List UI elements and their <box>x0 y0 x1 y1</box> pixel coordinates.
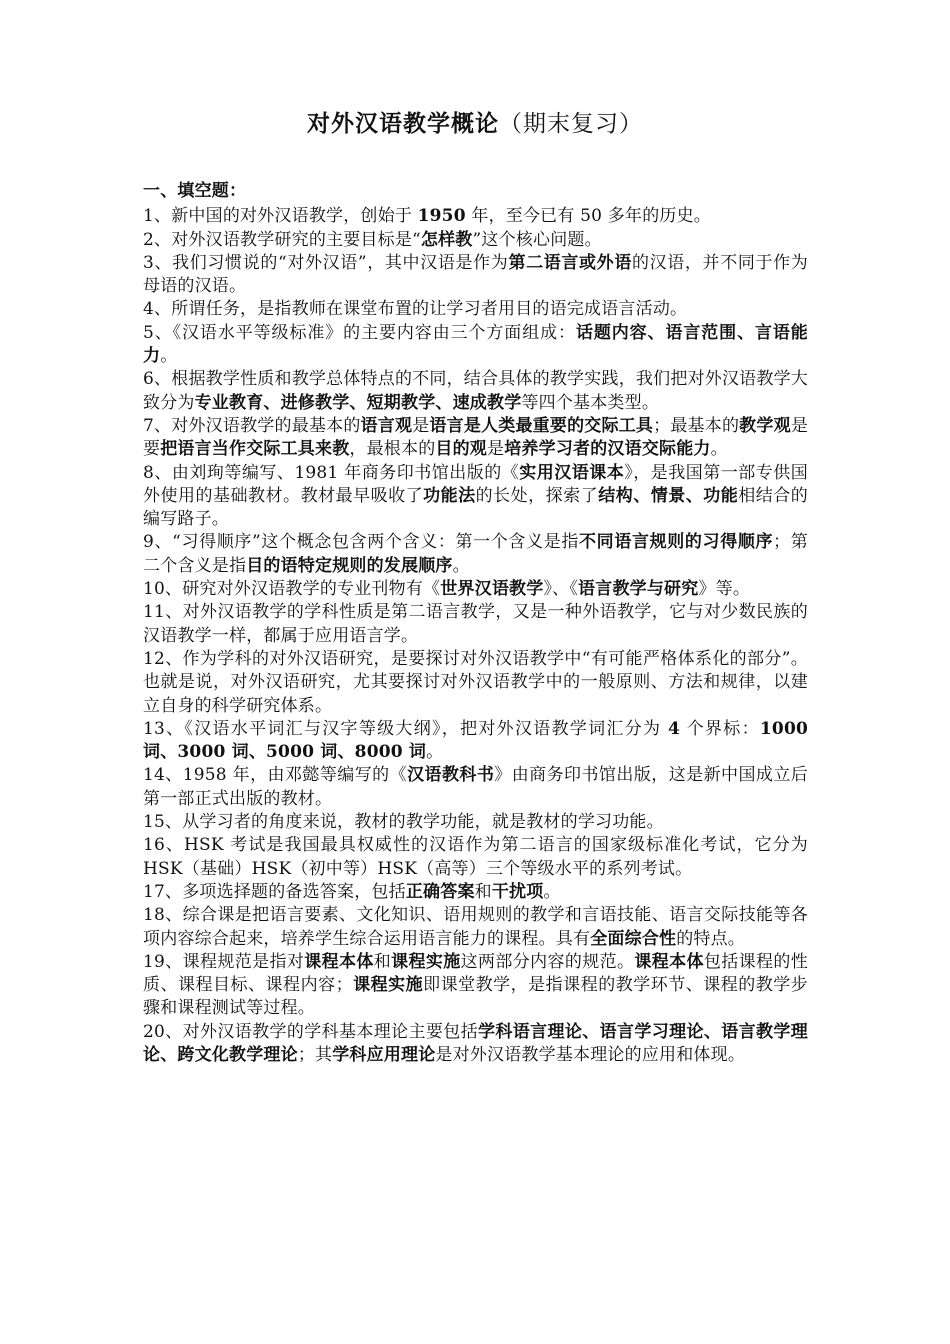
answer-text: 语言是人类最重要的交际工具 <box>429 415 654 436</box>
item-text: 7、对外汉语教学的最基本的 <box>143 415 361 436</box>
item-text: 17、多项选择题的备选答案，包括 <box>143 881 406 902</box>
answer-text: 汉语教科书 <box>407 765 495 786</box>
answer-text: 全面综合性 <box>590 928 677 949</box>
item-text: ，最根本的 <box>349 439 436 460</box>
item-text: 等四个基本类型。 <box>521 392 660 413</box>
fill-blank-item-13 <box>143 718 808 765</box>
fill-blank-item-8 <box>143 462 808 532</box>
fill-blank-item-2 <box>143 229 808 252</box>
item-text: 包括课程的性质、课程目标、课程内容； <box>143 951 809 996</box>
answer-text: 专业教育、进修教学、短期教学、速成教学 <box>194 392 522 413</box>
fill-blank-item-18 <box>143 904 808 951</box>
item-text: 。 <box>710 439 728 460</box>
item-text: ；其 <box>297 1044 333 1065</box>
item-text: 是 <box>487 439 505 460</box>
answer-text: 结构、情景、功能 <box>598 485 739 506</box>
answer-text: 怎样教 <box>420 229 473 250</box>
fill-blank-item-17 <box>143 881 808 904</box>
item-text: 的长处，探索了 <box>475 485 599 506</box>
item-text: ；第二个含义是指 <box>143 532 809 576</box>
item-text: 15、从学习者的角度来说，教材的教学功能，就是教材的学习功能。 <box>143 812 664 833</box>
item-text: 5、《汉语水平等级标准》的主要内容由三个方面组成： <box>143 322 576 343</box>
item-text: 相结合的编写路子。 <box>143 485 809 530</box>
fill-blank-item-19 <box>143 951 808 1021</box>
answer-text: 实用汉语课本 <box>519 462 625 483</box>
item-text: 3、我们习惯说的“对外汉语”，其中汉语是作为 <box>143 252 509 273</box>
answer-text: 课程本体 <box>634 951 704 972</box>
page-title-main: 对外汉语教学概论 <box>307 110 499 137</box>
item-text: 10、研究对外汉语教学的专业刊物有《 <box>143 579 441 600</box>
item-text: 年，至今已有 50 多年的历史。 <box>465 206 711 227</box>
item-text: 是要 <box>143 415 809 460</box>
item-text: 19、课程规范是指对 <box>143 951 305 972</box>
answer-text: 把语言当作交际工具来教 <box>160 439 350 460</box>
item-text: 16、HSK 考试是我国最具权威性的汉语作为第二语言的国家级标准化考试，它分为 HSK（基础）HSK（初中等）HSK（高等）三个等级水平的系列考试。 <box>143 835 808 879</box>
item-text: 4、所谓任务，是指教师在课堂布置的让学习者用目的语完成语言活动。 <box>143 299 688 320</box>
item-text: 和 <box>373 951 392 972</box>
fill-blank-item-6 <box>143 368 808 415</box>
answer-text: 第二语言或外语 <box>508 252 632 273</box>
answer-text: 语言教学与研究 <box>578 579 699 600</box>
item-text: 。 <box>426 742 444 763</box>
fill-blank-item-14 <box>143 764 808 811</box>
item-text: 1、新中国的对外汉语教学，创始于 <box>143 206 418 227</box>
item-text: 。 <box>543 881 561 902</box>
document-body <box>143 180 808 1067</box>
fill-blank-item-15 <box>143 811 808 834</box>
answer-text: 世界汉语教学 <box>440 579 544 600</box>
answer-text: 不同语言规则的习得顺序 <box>579 532 774 553</box>
answer-text: 学科语言理论、语言学习理论、语言教学理论、跨文化教学理论 <box>143 1021 808 1065</box>
fill-blank-item-1 <box>143 205 808 228</box>
fill-blank-item-7 <box>143 415 808 462</box>
item-text: 》、《 <box>543 579 579 600</box>
fill-blank-item-9 <box>143 531 808 578</box>
fill-blank-item-12 <box>143 648 808 718</box>
page-title-sub: （期末复习） <box>499 111 643 137</box>
answer-text: 话题内容、语言范围、言语能力 <box>143 322 808 367</box>
item-text: ”这个核心问题。 <box>472 229 602 250</box>
answer-text: 1000 词、3000 词、5000 词、8000 词 <box>143 718 809 763</box>
item-text: 14、1958 年，由邓懿等编写的《 <box>143 765 408 786</box>
item-text: 》，是我国第一部专供国外使用的基础教材。教材最早吸收了 <box>143 462 808 506</box>
item-text: 个界标： <box>680 718 760 739</box>
item-text: 9、“习得顺序”这个概念包含两个含义：第一个含义是指 <box>143 532 580 553</box>
fill-blank-item-20 <box>143 1021 808 1068</box>
answer-text: 教学观 <box>739 415 791 436</box>
item-text: 13、《汉语水平词汇与汉字等级大纲》，把对外汉语教学词汇分为 <box>143 718 668 739</box>
item-text: 11、对外汉语教学的学科性质是第二语言教学，又是一种外语教学，它与对少数民族的汉语教学一样，都属于应用语言学。 <box>143 602 808 646</box>
item-text: 》由商务印书馆出版，这是新中国成立后第一部正式出版的教材。 <box>143 765 809 809</box>
answer-text: 目的观 <box>435 439 488 460</box>
item-text: 这两部分内容的规范。 <box>460 951 635 972</box>
item-text: 是对外汉语教学基本理论的应用和体现。 <box>435 1044 746 1065</box>
answer-text: 课程实施 <box>391 951 461 972</box>
item-text: 20、对外汉语教学的学科基本理论主要包括 <box>143 1021 478 1042</box>
fill-blank-item-3 <box>143 252 808 299</box>
question-list <box>143 205 808 1067</box>
page-title <box>0 105 950 138</box>
item-text: 6、根据教学性质和教学总体特点的不同，结合具体的教学实践，我们把对外汉语教学大致分为 <box>143 369 808 413</box>
answer-text: 课程实施 <box>352 975 424 996</box>
answer-text: 课程本体 <box>304 951 374 972</box>
answer-text: 语言观 <box>360 415 413 436</box>
fill-blank-item-11 <box>143 601 808 648</box>
answer-text: 干扰项 <box>491 881 544 902</box>
section-heading: 一、填空题： <box>143 181 247 201</box>
item-text: 的特点。 <box>676 928 746 949</box>
item-text: 》等。 <box>698 579 751 600</box>
item-text: 。 <box>160 346 178 367</box>
answer-text: 功能法 <box>423 485 476 506</box>
fill-blank-item-16 <box>143 834 808 881</box>
answer-text: 正确答案 <box>405 881 475 902</box>
answer-text: 培养学习者的汉语交际能力 <box>504 439 711 460</box>
fill-blank-item-10 <box>143 578 808 601</box>
item-text: 的汉语，并不同于作为母语的汉语。 <box>143 252 808 297</box>
item-text: 是 <box>412 415 430 436</box>
answer-text: 学科应用理论 <box>332 1044 436 1065</box>
item-text: 8、由刘珣等编写、1981 年商务印书馆出版的《 <box>143 462 520 483</box>
answer-text: 目的语特定规则的发展顺序 <box>246 555 453 576</box>
item-text: 12、作为学科的对外汉语研究，是要探讨对外汉语教学中“有可能严格体系化的部分”。也就是说，对外汉语研究，尤其要探讨对外汉语教学中的一般原则、方法和规律，以建立自身的科学研究体系。 <box>143 648 808 716</box>
item-text: 即课堂教学，是指课程的教学环节、课程的教学步骤和课程测试等过程。 <box>143 975 808 1019</box>
answer-text: 4 <box>667 718 681 739</box>
fill-blank-item-5 <box>143 322 808 369</box>
fill-blank-item-4 <box>143 298 808 321</box>
item-text: 和 <box>474 881 492 902</box>
item-text: 。 <box>452 555 470 576</box>
item-text: 2、对外汉语教学研究的主要目标是“ <box>143 229 421 250</box>
answer-text: 1950 <box>417 206 466 227</box>
item-text: ；最基本的 <box>653 415 740 436</box>
item-text: 18、综合课是把语言要素、文化知识、语用规则的教学和言语技能、语言交际技能等各项内容综合起来，培养学生综合运用语言能力的课程。具有 <box>143 905 808 949</box>
